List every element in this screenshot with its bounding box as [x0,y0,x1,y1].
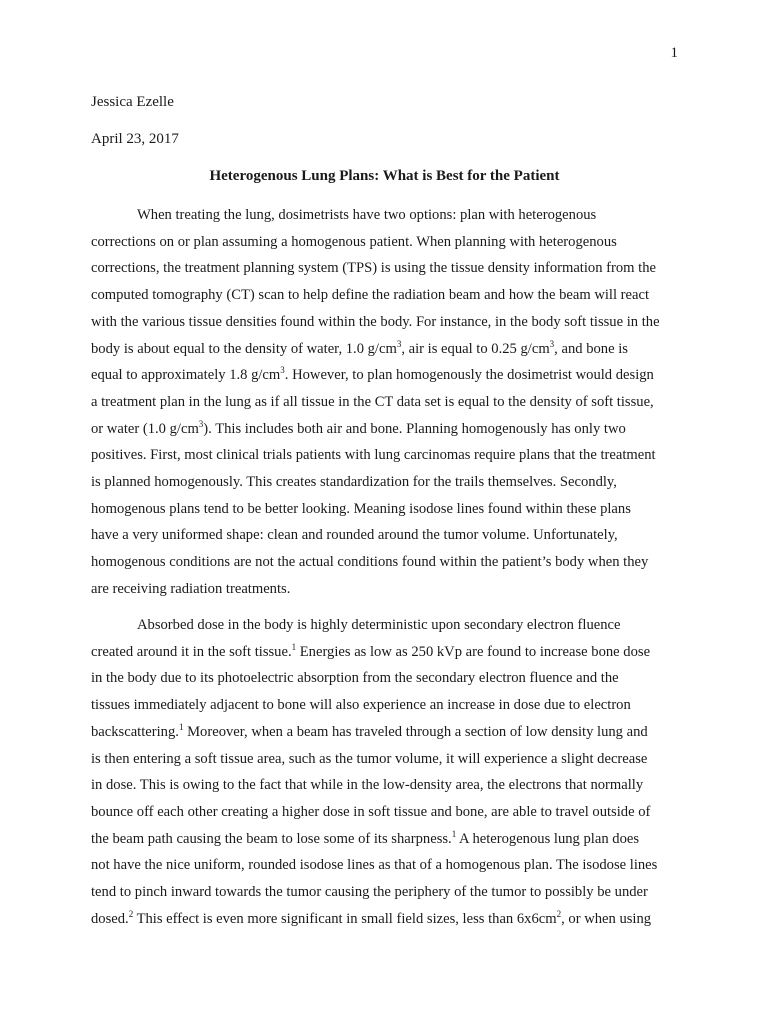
superscript: 3 [396,338,402,349]
text-line [91,336,681,363]
text-segment: Energies as low as 250 kVp are found to increase bone dose [296,643,651,660]
text-segment: , or when using [561,910,652,927]
superscript: 3 [549,338,555,349]
text-line: a treatment plan in the lung as if all tissue in the CT data set is equal to the density of soft tissue, [91,393,654,410]
text-segment: created around it in the soft tissue. [91,643,292,660]
text-line: homogenous conditions are not the actual conditions found within the patient’s body when they [91,554,649,571]
text-line: tend to pinch inward towards the tumor causing the periphery of the tumor to possibly be under [91,884,648,901]
text-segment: ). This includes both air and bone. Planning homogenously has only two [203,420,626,437]
text-line: in the body due to its photoelectric absorption from the secondary electron fluence and the [91,670,619,687]
text-line: homogenous plans tend to be better looking. Meaning isodose lines found within these plans [91,500,631,517]
text-line: computed tomography (CT) scan to help define the radiation beam and how the beam will react [91,287,650,304]
text-line: corrections, the treatment planning system (TPS) is using the tissue density information from the [91,260,657,277]
text-line: in dose. This is owing to the fact that while in the low-density area, the electrons that normally [91,777,644,794]
text-segment: This effect is even more significant in small field sizes, less than 6x6cm [133,910,557,927]
text-line: is then entering a soft tissue area, such as the tumor volume, it will experience a slight decrease [91,750,648,767]
text-segment: . However, to plan homogenously the dosimetrist would design [284,367,654,384]
text-line [91,416,681,443]
superscript: 2 [128,908,134,919]
text-segment: backscattering. [91,723,179,740]
text-line: not have the nice uniform, rounded isodose lines as that of a homogenous plan. The isodose lines [91,857,658,874]
text-line: have a very uniformed shape: clean and rounded around the tumor volume. Unfortunately, [91,527,618,544]
text-line: corrections on or plan assuming a homogenous patient. When planning with heterogenous [91,233,617,250]
superscript: 3 [280,365,285,376]
page-number: 1 [670,45,678,61]
text-segment: the beam path causing the beam to lose some of its sharpness. [91,830,452,847]
text-segment: body is about equal to the density of water, 1.0 g/cm [91,340,397,357]
paragraph-1 [91,202,681,603]
text-segment: or water (1.0 g/cm [91,420,199,437]
text-line [91,906,681,933]
superscript: 1 [451,828,457,839]
text-line [91,362,681,389]
text-line: positives. First, most clinical trials patients with lung carcinomas require plans that the treatment [91,447,656,464]
text-line [91,719,681,746]
text-line: Absorbed dose in the body is highly deterministic upon secondary electron fluence [137,617,621,633]
superscript: 1 [178,721,184,732]
text-line [91,639,681,666]
superscript: 1 [291,641,297,652]
paragraph-2 [91,612,681,932]
document-title: Heterogenous Lung Plans: What is Best for the Patient [209,168,560,184]
superscript: 3 [198,418,204,429]
text-segment: , and bone is [554,340,628,357]
document-date: April 23, 2017 [91,131,179,147]
text-line: tissues immediately adjacent to bone will also experience an increase in dose due to electron [91,697,631,714]
text-line: bounce off each other creating a higher dose in soft tissue and bone, are able to travel outside of [91,803,651,820]
text-segment: dosed. [91,910,129,927]
text-line [91,826,681,853]
text-line: with the various tissue densities found within the body. For instance, in the body soft tissue in the [91,313,660,330]
superscript: 2 [556,908,562,919]
author-name: Jessica Ezelle [91,94,174,110]
text-line: is planned homogenously. This creates standardization for the trails themselves. Secondly, [91,474,617,491]
text-segment: Moreover, when a beam has traveled through a section of low density lung and [183,723,648,740]
text-line: When treating the lung, dosimetrists have two options: plan with heterogenous [137,207,597,223]
text-segment: equal to approximately 1.8 g/cm [91,367,281,384]
text-segment: , air is equal to 0.25 g/cm [401,340,550,357]
text-segment: A heterogenous lung plan does [456,830,640,847]
text-line: are receiving radiation treatments. [91,580,291,597]
